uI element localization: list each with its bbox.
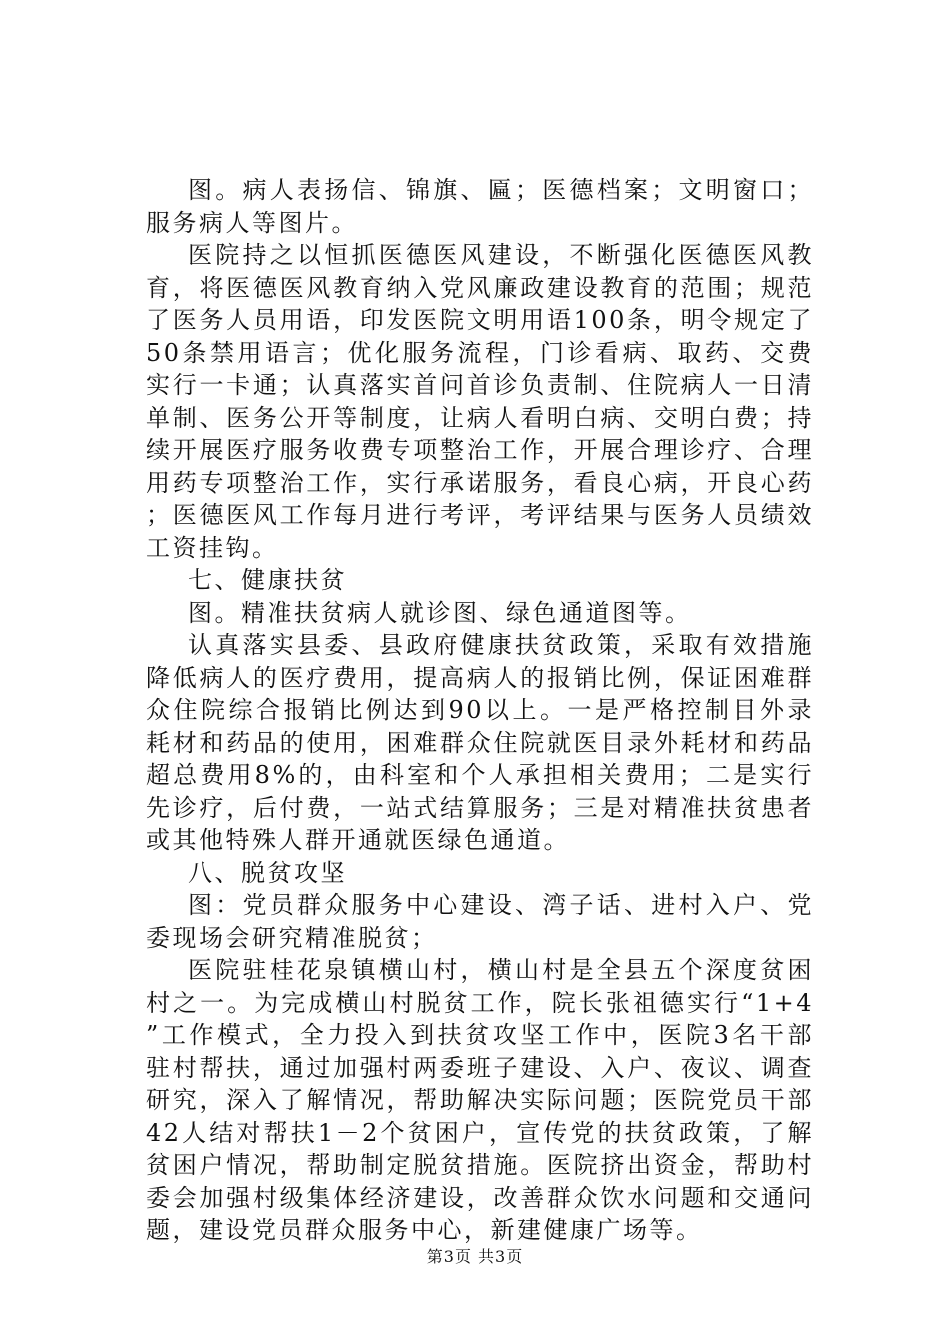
paragraph-image-note-2: 图。精准扶贫病人就诊图、绿色通道图等。 xyxy=(188,598,692,627)
paragraph-image-note-1: 图。病人表扬信、锦旗、匾；医德档案；文明窗口；服务病人等图片。 xyxy=(146,176,814,237)
document-body xyxy=(146,174,814,1247)
section-heading-poverty-alleviation: 八、脱贫攻坚 xyxy=(188,858,347,887)
page-number-footer: 第3页 共3页 xyxy=(426,1247,524,1266)
paragraph-medical-ethics: 医院持之以恒抓医德医风建设，不断强化医德医风教育，将医德医风教育纳入党风廉政建设教育的范围；规范了医务人员用语，印发医院文明用语100条，明令规定了50条禁用语言；优化服务流程，门诊看病、取药、交费实行一卡通；认真落实首问首诊负责制、住院病人一日清单制、医务公开等制度，让病人看明白病、交明白费；持续开展医疗服务收费专项整治工作，开展合理诊疗、合理用药专项整治工作，实行承诺服务，看良心病，开良心药；医德医风工作每月进行考评，考评结果与医务人员绩效工资挂钩。 xyxy=(146,241,814,562)
paragraph-village-support: 医院驻桂花泉镇横山村，横山村是全县五个深度贫困村之一。为完成横山村脱贫工作，院长张祖德实行“1+4”工作模式，全力投入到扶贫攻坚工作中，医院3名干部驻村帮扶，通过加强村两委班子建设、入户、夜议、调查研究，深入了解情况，帮助解决实际问题；医院党员干部42人结对帮扶1－2个贫困户，宣传党的扶贫政策，了解贫困户情况，帮助制定脱贫措施。医院挤出资金，帮助村委会加强村级集体经济建设，改善群众饮水问题和交通问题，建设党员群众服务中心，新建健康广场等。 xyxy=(146,956,814,1244)
section-heading-health-poverty: 七、健康扶贫 xyxy=(188,566,347,594)
paragraph-health-poverty-policy: 认真落实县委、县政府健康扶贫政策，采取有效措施降低病人的医疗费用，提高病人的报销比例，保证困难群众住院综合报销比例达到90以上。一是严格控制目外录耗材和药品的使用，困难群众住院就医目录外耗材和药品超总费用8%的，由科室和个人承担相关费用；二是实行先诊疗，后付费，一站式结算服务；三是对精准扶贫患者或其他特殊人群开通就医绿色通道。 xyxy=(146,631,814,854)
paragraph-image-note-3: 图：党员群众服务中心建设、湾子话、进村入户、党委现场会研究精准脱贫； xyxy=(146,891,814,952)
